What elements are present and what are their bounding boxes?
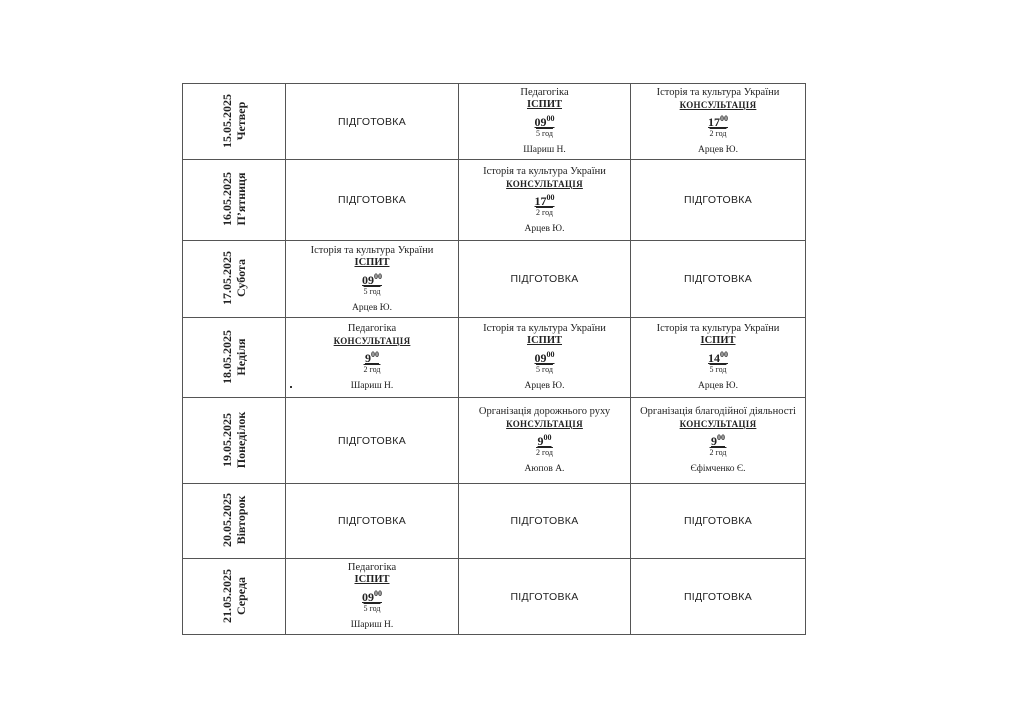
event-kind: КОНСУЛЬТАЦІЯ xyxy=(679,419,757,429)
date-cell xyxy=(183,484,286,559)
schedule-cell xyxy=(631,318,806,398)
schedule-cell xyxy=(286,318,459,398)
time-text: $9^{00}$ xyxy=(711,433,725,448)
event-kind: ІСПИТ xyxy=(354,574,390,585)
time-text: $9^{00}$ xyxy=(537,433,552,448)
subject-text: Історія та культура України xyxy=(483,323,606,334)
duration-text: 5 год xyxy=(363,604,381,613)
weekday-text: Вівторок xyxy=(234,495,248,545)
date-cell xyxy=(183,559,286,635)
event-kind: ІСПИТ xyxy=(354,256,390,268)
subject-text: Організація благодійної діяльності xyxy=(640,406,796,417)
preparation-text: ПІДГОТОВКА xyxy=(510,515,579,527)
weekday-text: Четвер xyxy=(234,101,248,140)
duration-text: 2 год xyxy=(536,448,553,457)
duration-text: 5 год xyxy=(536,365,553,374)
schedule-cell xyxy=(286,160,459,241)
preparation-text: ПІДГОТОВКА xyxy=(683,515,753,527)
schedule-cell xyxy=(459,398,631,484)
preparation-text: ПІДГОТОВКА xyxy=(683,194,753,206)
schedule-cell xyxy=(286,398,459,484)
schedule-cell xyxy=(459,84,631,160)
subject-text: Педагогіка xyxy=(520,87,569,98)
preparation-text: ПІДГОТОВКА xyxy=(510,273,579,285)
teacher-text: Арцев Ю. xyxy=(698,381,738,391)
time-text: $09^{00}$ xyxy=(534,114,555,129)
table-row xyxy=(183,559,806,635)
schedule-cell xyxy=(286,241,459,318)
weekday-text: Середа xyxy=(234,576,248,615)
time-text: $09^{00}$ xyxy=(362,589,382,604)
schedule-cell xyxy=(459,559,631,635)
teacher-text: Арцев Ю. xyxy=(524,381,565,391)
duration-text: 5 год xyxy=(536,129,553,138)
teacher-text: Аюпов А. xyxy=(524,464,565,474)
teacher-text: Шариш Н. xyxy=(523,145,566,155)
subject-text: Історія та культура України xyxy=(656,323,780,334)
time-text: $14^{00}$ xyxy=(708,350,728,365)
schedule-table xyxy=(182,83,806,635)
event-kind: ІСПИТ xyxy=(526,99,562,110)
subject-text: Педагогіка xyxy=(347,323,397,334)
date-text: 21.05.2025 xyxy=(220,568,234,623)
preparation-text: ПІДГОТОВКА xyxy=(337,115,407,128)
schedule-cell xyxy=(631,484,806,559)
schedule-cell xyxy=(459,484,631,559)
event-kind: ІСПИТ xyxy=(700,335,736,346)
subject-text: Історія та культура України xyxy=(483,165,606,177)
time-text: $17^{00}$ xyxy=(534,192,555,208)
event-kind: КОНСУЛЬТАЦІЯ xyxy=(506,178,583,189)
schedule-cell xyxy=(631,160,806,241)
teacher-text: Шариш Н. xyxy=(350,620,394,630)
teacher-text: Арцев Ю. xyxy=(524,223,565,234)
table-row xyxy=(183,318,806,398)
time-text: $9^{00}$ xyxy=(365,350,379,365)
table-row xyxy=(183,398,806,484)
schedule-cell xyxy=(631,84,806,160)
subject-text: Педагогіка xyxy=(347,562,397,573)
date-cell xyxy=(183,318,286,398)
schedule-cell xyxy=(631,398,806,484)
weekday-text: П’ятниця xyxy=(234,172,248,226)
schedule-cell xyxy=(286,484,459,559)
stray-mark xyxy=(290,386,292,388)
subject-text: Історія та культура України xyxy=(656,87,780,98)
schedule-cell xyxy=(459,241,631,318)
schedule-cell xyxy=(631,559,806,635)
table-row xyxy=(183,241,806,318)
date-cell xyxy=(183,241,286,318)
preparation-text: ПІДГОТОВКА xyxy=(683,273,753,285)
event-kind: КОНСУЛЬТАЦІЯ xyxy=(679,100,757,110)
preparation-text: ПІДГОТОВКА xyxy=(337,434,407,447)
teacher-text: Єфімченко Є. xyxy=(690,464,746,474)
schedule-cell xyxy=(286,84,459,160)
date-text: 18.05.2025 xyxy=(220,329,234,384)
teacher-text: Шариш Н. xyxy=(350,381,394,391)
subject-text: Організація дорожнього руху xyxy=(478,406,611,417)
weekday-text: Субота xyxy=(234,259,248,297)
schedule-cell xyxy=(459,160,631,241)
schedule-cell xyxy=(631,241,806,318)
table-row xyxy=(183,160,806,241)
time-text: $09^{00}$ xyxy=(362,271,382,287)
date-text: 17.05.2025 xyxy=(220,251,234,305)
duration-text: 5 год xyxy=(709,365,727,374)
teacher-text: Арцев Ю. xyxy=(698,145,738,155)
duration-text: 2 год xyxy=(709,129,727,138)
event-kind: КОНСУЛЬТАЦІЯ xyxy=(333,336,411,346)
schedule-cell xyxy=(459,318,631,398)
table-row xyxy=(183,84,806,160)
date-text: 19.05.2025 xyxy=(220,412,234,467)
preparation-text: ПІДГОТОВКА xyxy=(337,515,407,527)
time-text: $09^{00}$ xyxy=(534,350,555,365)
teacher-text: Арцев Ю. xyxy=(352,302,392,313)
weekday-text: Понеділок xyxy=(234,411,248,468)
weekday-text: Неділя xyxy=(234,337,248,376)
duration-text: 2 год xyxy=(363,365,381,374)
event-kind: КОНСУЛЬТАЦІЯ xyxy=(506,419,583,429)
date-text: 16.05.2025 xyxy=(220,172,234,226)
duration-text: 2 год xyxy=(536,207,553,217)
date-text: 15.05.2025 xyxy=(220,93,234,148)
preparation-text: ПІДГОТОВКА xyxy=(683,590,753,603)
event-kind: ІСПИТ xyxy=(526,335,562,346)
date-cell xyxy=(183,160,286,241)
date-cell xyxy=(183,84,286,160)
table-row xyxy=(183,484,806,559)
preparation-text: ПІДГОТОВКА xyxy=(510,590,579,603)
date-text: 20.05.2025 xyxy=(220,493,234,547)
duration-text: 5 год xyxy=(363,286,381,296)
subject-text: Історія та культура України xyxy=(310,244,434,256)
time-text: $17^{00}$ xyxy=(708,114,728,129)
preparation-text: ПІДГОТОВКА xyxy=(337,194,407,206)
date-cell xyxy=(183,398,286,484)
schedule-cell xyxy=(286,559,459,635)
duration-text: 2 год xyxy=(709,448,727,457)
